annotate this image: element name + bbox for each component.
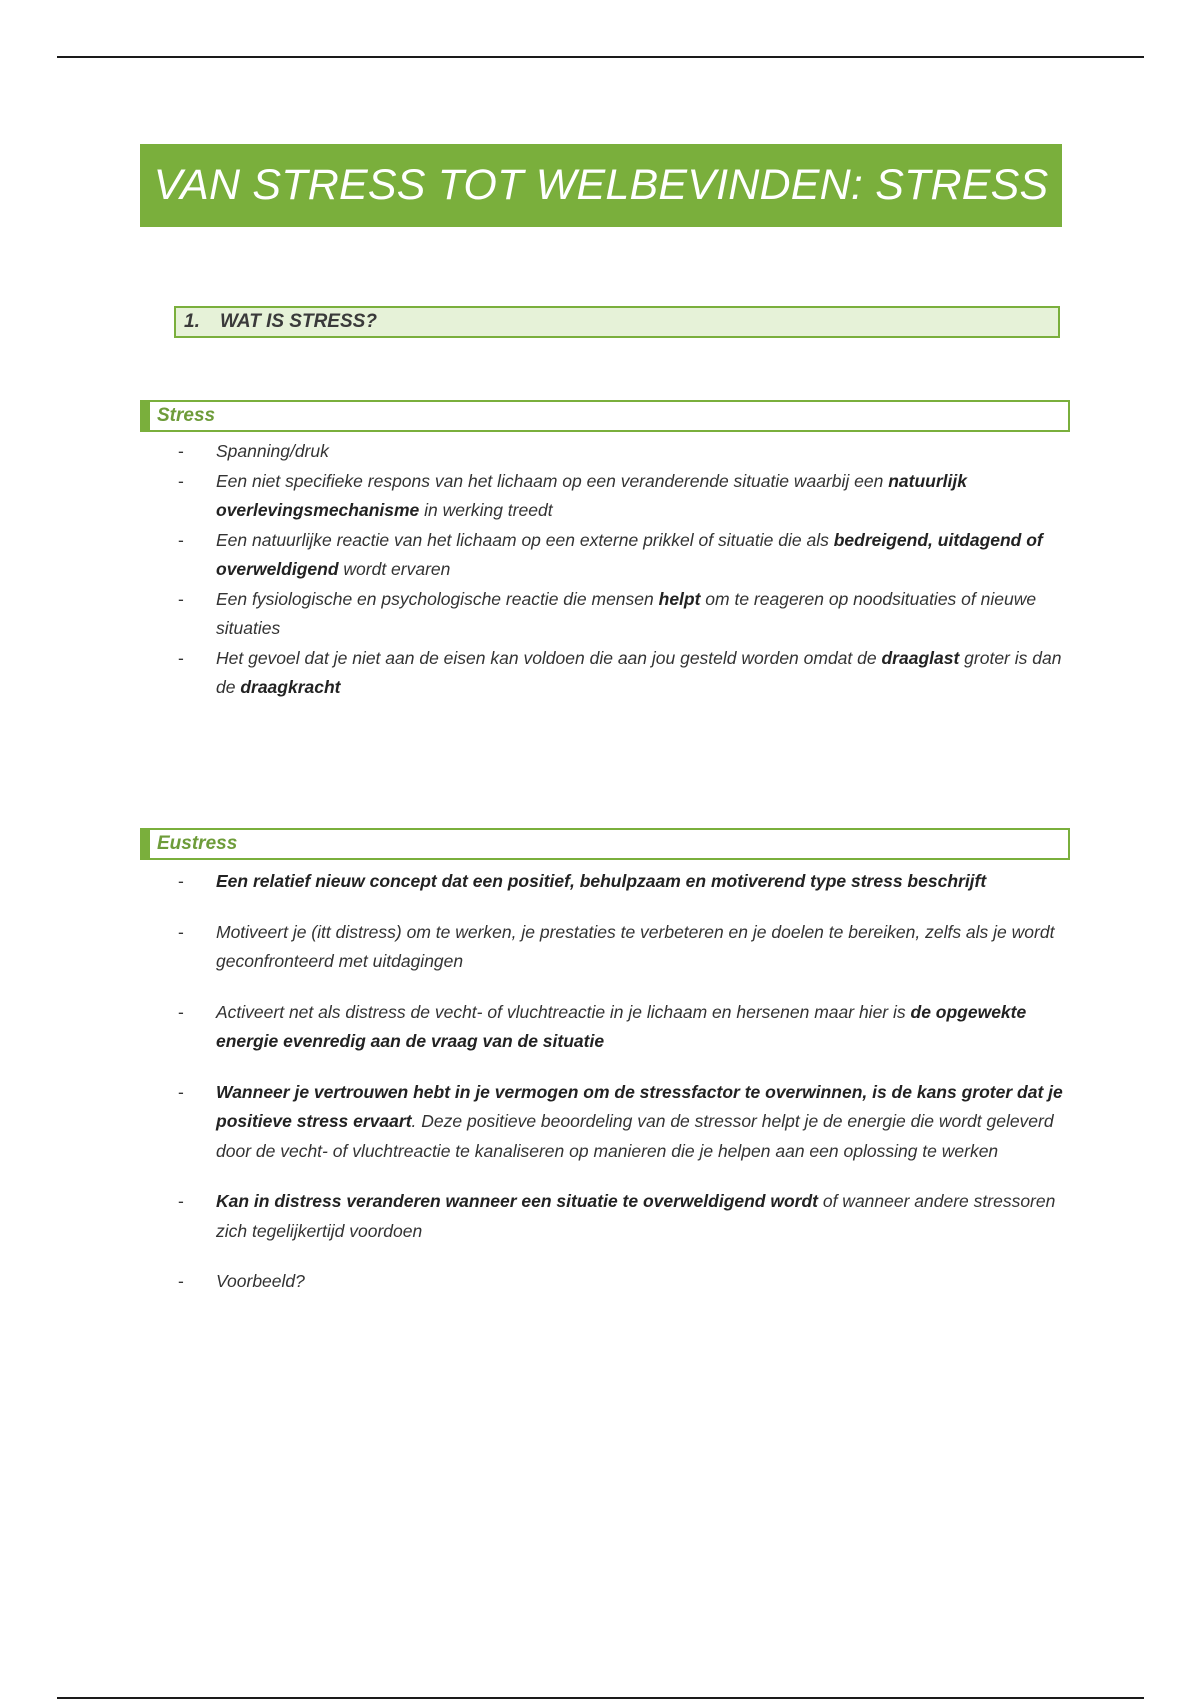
bold-text: Een relatief nieuw concept dat een positief, behulpzaam en motiverend type stress beschrijft <box>216 871 987 891</box>
bullet-dash: - <box>178 470 184 491</box>
bullet-dash: - <box>178 1081 184 1102</box>
list-item <box>170 998 1070 1057</box>
bold-text: Kan in distress veranderen wanneer een situatie te overweldigend wordt <box>216 1191 818 1211</box>
list-item <box>170 1187 1070 1246</box>
list-item <box>170 467 1070 526</box>
stress-heading-label: Stress <box>157 405 216 426</box>
bullet-dash: - <box>178 529 184 550</box>
bold-text: bedreigend, uitdagend of overweldigend <box>216 529 1043 579</box>
list-item <box>170 526 1070 585</box>
eustress-heading-label: Eustress <box>157 833 238 854</box>
item-text: wordt ervaren <box>338 559 451 579</box>
list-item <box>170 585 1070 644</box>
eustress-heading <box>140 828 1070 860</box>
item-text: in werking treedt <box>419 500 553 520</box>
list-item <box>170 918 1070 977</box>
item-text: of wanneer andere stressoren zich tegelijkertijd voordoen <box>216 1191 1056 1241</box>
item-text: om te reageren op noodsituaties of nieuwe situaties <box>216 588 1037 638</box>
item-text: Voorbeeld? <box>216 1271 305 1291</box>
item-text: Motiveert je (itt distress) om te werken, je prestaties te verbeteren en je doelen te bereiken, zelfs als je wordt geconfronteerd met uitdagingen <box>216 921 1055 971</box>
item-text: Spanning/druk <box>216 441 329 461</box>
item-text: Activeert net als distress de vecht- of vluchtreactie in je lichaam en hersenen maar hier is <box>216 1001 911 1022</box>
item-text: Een fysiologische en psychologische reactie die mensen <box>216 588 659 609</box>
stress-heading <box>140 400 1070 432</box>
list-item <box>170 437 1070 467</box>
eustress-list <box>170 867 1070 1318</box>
bullet-dash: - <box>178 588 184 609</box>
bullet-dash: - <box>178 1001 184 1022</box>
title-banner <box>140 144 1062 227</box>
bold-text: draaglast <box>881 647 960 668</box>
bullet-dash: - <box>178 1191 184 1211</box>
list-item <box>170 1267 1070 1297</box>
section-heading <box>174 306 1060 338</box>
bold-text: de opgewekte energie evenredig aan de vraag van de situatie <box>216 1001 1027 1051</box>
item-text: Een niet specifieke respons van het lichaam op een veranderende situatie waarbij een <box>216 470 889 491</box>
bullet-dash: - <box>178 647 184 668</box>
stress-list <box>170 437 1070 703</box>
top-rule <box>57 56 1144 58</box>
page-title: VAN STRESS TOT WELBEVINDEN: STRESS <box>153 161 1049 209</box>
bold-text: Wanneer je vertrouwen hebt in je vermogen om de stressfactor te overwinnen, is de kans groter dat je positieve stress ervaart <box>216 1081 1063 1131</box>
bold-text: helpt <box>658 588 701 609</box>
item-text: Het gevoel dat je niet aan de eisen kan voldoen die aan jou gesteld worden omdat de <box>216 647 882 668</box>
list-item <box>170 1078 1070 1167</box>
item-text: Een natuurlijke reactie van het lichaam op een externe prikkel of situatie die als <box>216 529 834 550</box>
bold-text: draagkracht <box>240 677 341 697</box>
bottom-rule <box>57 1697 1144 1699</box>
section-label: WAT IS STRESS? <box>220 311 377 332</box>
item-text: . Deze positieve beoordeling van de stressor helpt je de energie die wordt geleverd door de vecht- of vluchtreactie te kanaliseren op manieren die je helpen aan een oplossing te werken <box>216 1111 1054 1161</box>
bold-text: natuurlijk overlevingsmechanisme <box>216 470 967 520</box>
bullet-dash: - <box>178 921 184 942</box>
item-text: groter is dan de <box>216 647 1062 697</box>
bullet-dash: - <box>178 441 184 461</box>
list-item <box>170 644 1070 703</box>
section-number: 1. <box>184 311 200 332</box>
bullet-dash: - <box>178 1271 184 1291</box>
bullet-dash: - <box>178 871 184 891</box>
list-item <box>170 867 1070 897</box>
